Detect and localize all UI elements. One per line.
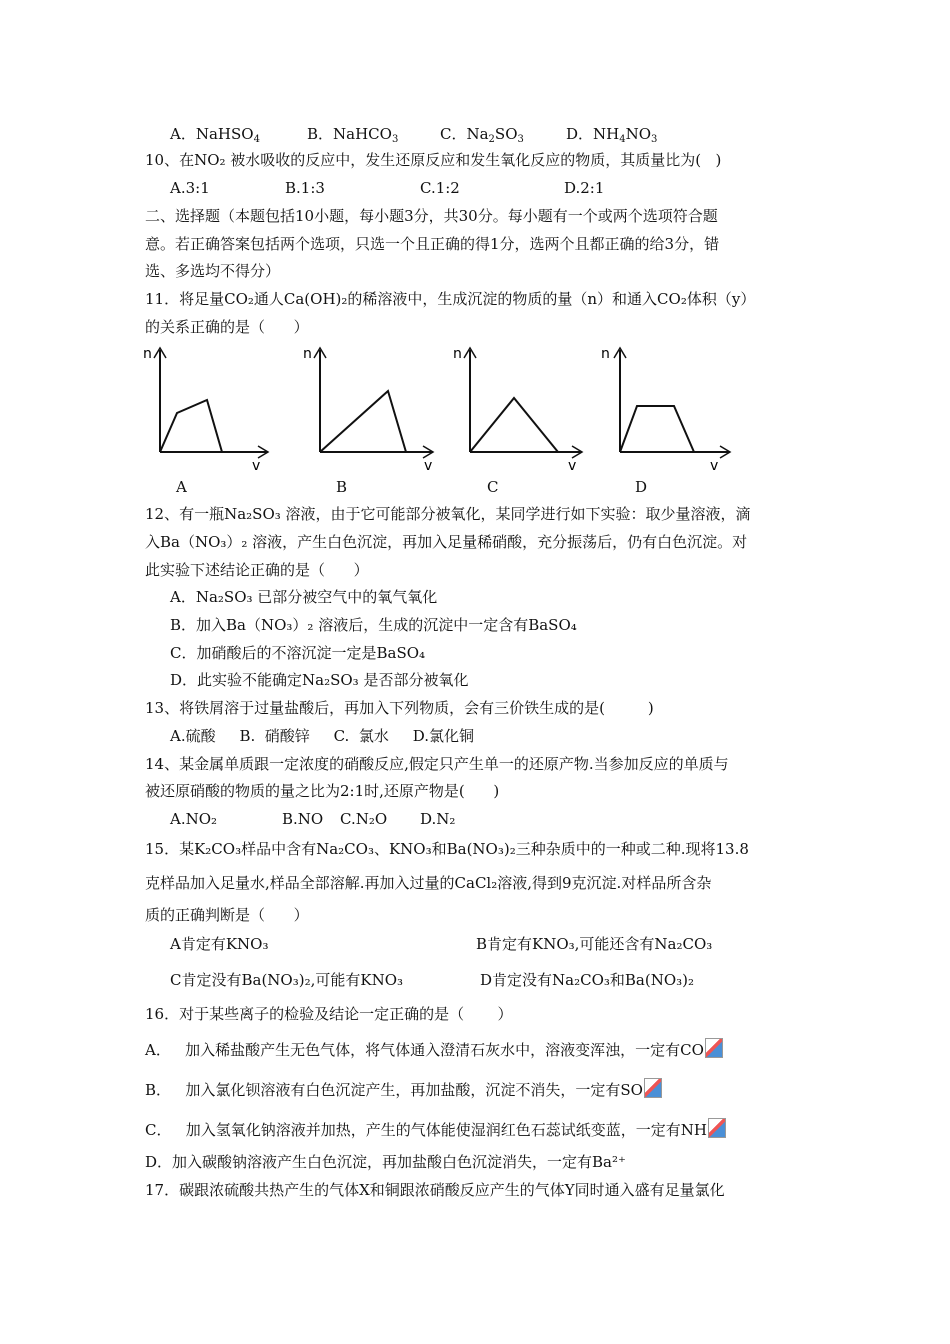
q10-option-a: A.3:1 <box>170 179 210 197</box>
graph-b <box>300 344 440 474</box>
q14-option-c: C.N₂O <box>340 810 388 828</box>
q9-option-a: A．NaHSO$_4$ <box>170 125 260 145</box>
graph-a-label: A <box>176 478 187 496</box>
q12-option-d: D．此实验不能确定Na₂SO₃ 是否部分被氧化 <box>170 671 469 689</box>
section2-line-3: 选、多选均不得分） <box>145 262 281 280</box>
q16-option-d: D．加入碳酸钠溶液产生白色沉淀，再加盐酸白色沉淀消失，一定有Ba²⁺ <box>145 1153 626 1171</box>
q15-option-a: A肯定有KNO₃ <box>170 935 269 953</box>
graph-b-curve <box>320 391 406 452</box>
graph-c-curve <box>470 398 558 452</box>
graph-b-label: B <box>336 478 348 496</box>
graph-d-label: D <box>635 478 648 496</box>
q12-option-a: A．Na₂SO₃ 已部分被空气中的氧气氧化 <box>170 588 438 606</box>
graph-c-x-label: v <box>568 458 577 474</box>
q14-line-2: 被还原硝酸的物质的量之比为2:1时,还原产物是( ) <box>145 782 500 800</box>
q15-option-d: D肯定没有Na₂CO₃和Ba(NO₃)₂ <box>480 971 695 989</box>
graph-a-y-label: n <box>143 346 152 362</box>
q10-option-d: D.2:1 <box>564 179 605 197</box>
q15-line-2: 克样品加入足量水,样品全部溶解.再加入过量的CaCl₂溶液,得到9克沉淀.对样品所含杂 <box>145 874 712 892</box>
q15-option-b: B肯定有KNO₃,可能还含有Na₂CO₃ <box>476 935 713 953</box>
graph-d-y-label: n <box>601 346 610 362</box>
q12-line-3: 此实验下述结论正确的是（ ） <box>145 561 369 579</box>
graph-d <box>598 344 733 474</box>
q9-option-b: B．NaHCO$_3$ <box>307 125 399 145</box>
graph-d-curve <box>620 406 694 452</box>
q10-option-b: B.1:3 <box>285 179 325 197</box>
graph-a-x-label: v <box>252 458 261 474</box>
q17-text: 17．碳跟浓硫酸共热产生的气体X和铜跟浓硝酸反应产生的气体Y同时通入盛有足量氯化 <box>145 1181 725 1199</box>
graph-a-curve <box>160 400 222 452</box>
q12-line-2: 入Ba（NO₃）₂ 溶液，产生白色沉淀，再加入足量稀硝酸，充分振荡后，仍有白色沉淀。对 <box>145 533 748 551</box>
q15-line-1: 15．某K₂CO₃样品中含有Na₂CO₃、KNO₃和Ba(NO₃)₂三种杂质中的一种或二种.现将13.8 <box>145 840 749 858</box>
q12-option-b: B．加入Ba（NO₃）₂ 溶液后，生成的沉淀中一定含有BaSO₄ <box>170 616 577 634</box>
graph-c-label: C <box>487 478 499 496</box>
q15-line-3: 质的正确判断是（ ） <box>145 906 309 924</box>
q12-line-1: 12、有一瓶Na₂SO₃ 溶液，由于它可能部分被氧化，某同学进行如下实验：取少量溶液，滴 <box>145 505 751 523</box>
q14-option-d: D.N₂ <box>420 810 456 828</box>
section2-line-1: 二、选择题（本题包括10小题，每小题3分，共30分。每小题有一个或两个选项符合题 <box>145 207 718 225</box>
broken-image-icon <box>705 1038 723 1058</box>
q14-line-1: 14、某金属单质跟一定浓度的硝酸反应,假定只产生单一的还原产物.当参加反应的单质与 <box>145 755 729 773</box>
graph-b-y-label: n <box>303 346 312 362</box>
q9-option-d: D．$NH_4NO_3$ <box>566 125 658 145</box>
q16-option-c: C． 加入氢氧化钠溶液并加热，产生的气体能使湿润红色石蕊试纸变蓝，一定有NH <box>145 1118 726 1140</box>
q13-text: 13、将铁屑溶于过量盐酸后，再加入下列物质，会有三价铁生成的是( ) <box>145 699 654 717</box>
q10-option-c: C.1:2 <box>420 179 460 197</box>
q12-option-c: C．加硝酸后的不溶沉淀一定是BaSO₄ <box>170 644 426 662</box>
q9-option-c: C．$Na_2SO_3$ <box>440 125 524 145</box>
graph-a <box>140 344 275 474</box>
broken-image-icon <box>708 1118 726 1138</box>
q10-text: 10、在NO₂ 被水吸收的反应中，发生还原反应和发生氧化反应的物质，其质量比为( ) <box>145 151 722 169</box>
graph-d-x-label: v <box>710 458 719 474</box>
q14-option-a: A.NO₂ <box>170 810 218 828</box>
q13-options: A.硫酸 B. 硝酸锌 C. 氯水 D.氯化铜 <box>170 727 474 745</box>
graph-c-y-label: n <box>453 346 462 362</box>
q16-option-b: B． 加入氯化钡溶液有白色沉淀产生，再加盐酸，沉淀不消失，一定有SO <box>145 1078 662 1100</box>
graph-c <box>450 344 585 474</box>
broken-image-icon <box>644 1078 662 1098</box>
q11-line-1: 11．将足量CO₂通人Ca(OH)₂的稀溶液中，生成沉淀的物质的量（n）和通入CO₂体积（y） <box>145 290 756 308</box>
section2-line-2: 意。若正确答案包括两个选项，只选一个且正确的得1分，选两个且都正确的给3分，错 <box>145 235 720 253</box>
graph-b-x-label: v <box>424 458 433 474</box>
q16-option-a: A． 加入稀盐酸产生无色气体，将气体通入澄清石灰水中，溶液变浑浊，一定有CO <box>145 1038 723 1060</box>
q16-text: 16．对于某些离子的检验及结论一定正确的是（ ） <box>145 1005 513 1023</box>
q11-line-2: 的关系正确的是（ ） <box>145 318 309 336</box>
q14-option-b: B.NO <box>282 810 324 828</box>
q15-option-c: C肯定没有Ba(NO₃)₂,可能有KNO₃ <box>170 971 404 989</box>
